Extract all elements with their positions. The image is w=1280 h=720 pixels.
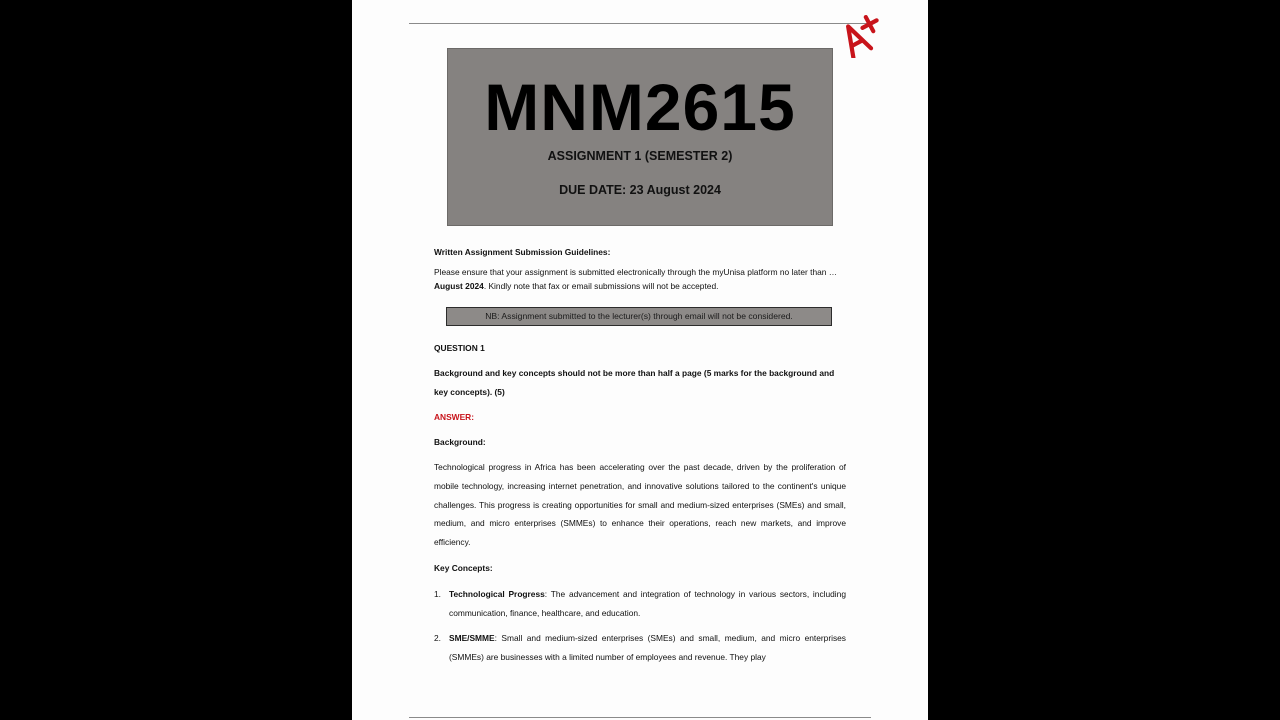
header-rule	[409, 23, 871, 24]
a-plus-icon	[838, 8, 888, 58]
concept-term: Technological Progress	[449, 589, 545, 599]
question-text: Background and key concepts should not be more than half a page (5 marks for the background and key concepts). (5)	[434, 368, 835, 397]
assignment-title: ASSIGNMENT 1 (SEMESTER 2)	[547, 149, 733, 163]
cover-box	[447, 48, 833, 226]
list-body	[449, 585, 846, 623]
list-body	[449, 629, 846, 667]
nb-notice: NB: Assignment submitted to the lecturer(s) through email will not be considered.	[446, 307, 832, 326]
footer-rule	[409, 717, 871, 718]
guidelines-heading: Written Assignment Submission Guidelines:	[434, 247, 611, 257]
guidelines-paragraph	[434, 265, 846, 293]
guidelines-text-1: Please ensure that your assignment is submitted electronically through the myUnisa platform no later than …	[434, 267, 838, 277]
question-heading: QUESTION 1	[434, 343, 485, 353]
concept-definition: : The advancement and integration of technology in various sectors, including communication, finance, healthcare, and education.	[449, 589, 846, 618]
background-heading: Background:	[434, 437, 486, 447]
background-paragraph: Technological progress in Africa has been accelerating over the past decade, driven by the proliferation of mobile technology, increasing internet penetration, and innovative solutions tailored to the continent's unique challenges. This progress is creating opportunities for small and medium-sized enterprises (SMEs) and small, medium, and micro enterprises (SMMEs) to enhance their operations, reach new markets, and improve efficiency.	[434, 462, 846, 548]
key-concepts-heading: Key Concepts:	[434, 563, 493, 573]
guidelines-bold: August 2024	[434, 281, 484, 291]
concept-term: SME/SMME	[449, 633, 495, 643]
list-number: 2.	[434, 633, 441, 643]
grade-stamp	[838, 8, 888, 58]
list-number: 1.	[434, 589, 441, 599]
document-page	[352, 0, 928, 720]
course-code: MNM2615	[484, 70, 796, 144]
concept-definition: : Small and medium-sized enterprises (SMEs) and small, medium, and micro enterprises (SMMEs) are businesses with a limited number of employees and revenue. They play	[449, 633, 846, 662]
answer-label: ANSWER:	[434, 412, 475, 422]
due-date: DUE DATE: 23 August 2024	[559, 183, 721, 197]
guidelines-text-2: . Kindly note that fax or email submissions will not be accepted.	[483, 281, 719, 291]
